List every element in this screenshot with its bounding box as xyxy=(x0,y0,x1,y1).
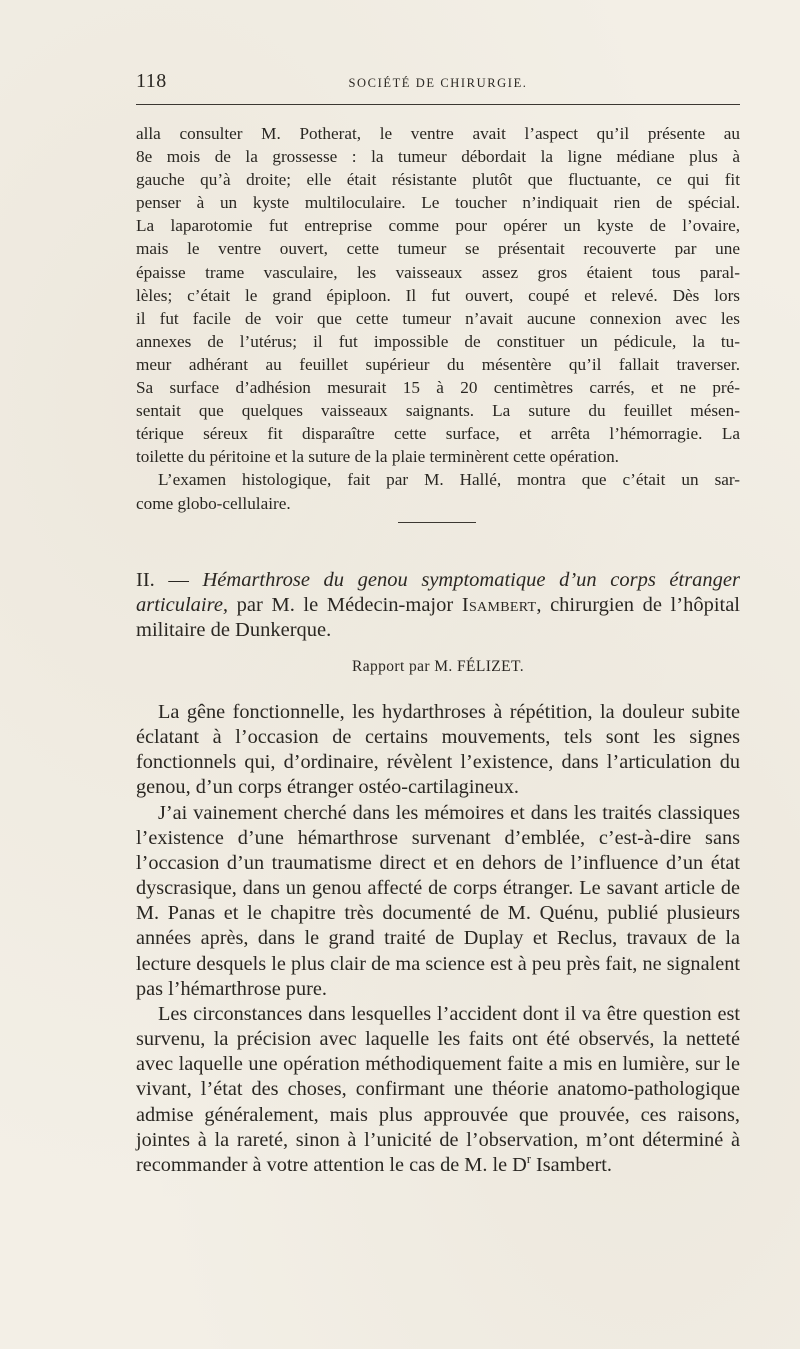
previous-case-line: La laparotomie fut entreprise comme pour opérer un kyste de l’ovaire, xyxy=(136,216,740,236)
section-title-line-3: l’hôpital militaire de Dunkerque. xyxy=(136,594,741,641)
report-byline: Rapport par M. FÉLIZET. xyxy=(351,658,525,675)
author-name: Isambert xyxy=(461,594,537,616)
previous-case-line: alla consulter M. Potherat, le ventre avait l’aspect qu’il présente au xyxy=(136,124,740,143)
previous-case-line: 8e mois de la grossesse : la tumeur débordait la ligne médiane plus à xyxy=(136,147,740,167)
previous-case-line: annexes de l’utérus; il fut impossible de constituer un pédicule, la tu- xyxy=(136,331,740,351)
previous-case-line: lèles; c’était le grand épiploon. Il fut ouvert, coupé et relevé. Dès lors xyxy=(136,285,740,305)
body-paragraph-2: J’ai vainement cherché dans les mémoires et dans les traités classiques l’existence d’une hémarthrose survenant d’emblée, c’est-à-dire sans l’occasion d’un traumatisme direct et en dehors de l’influence d’un état dyscrasique, dans un genou affecté de corps étranger. Le savant article de M. Panas et le chapitre très documenté de M. Quénu, publié plusieurs années après, dans le grand traité de Duplay et Reclus, travaux de la lecture desquels le plus clair de ma science est à peu près fait, ne signalent pas l’hémarthrose pure. xyxy=(136,801,740,1000)
previous-case-line: penser à un kyste multiloculaire. Le toucher n’indiquait rien de spécial. xyxy=(136,193,740,213)
running-head: SOCIÉTÉ DE CHIRURGIE. xyxy=(348,76,528,90)
previous-case-line: sentait que quelques vaisseaux saignants. La suture du feuillet mésen- xyxy=(136,401,740,421)
page-number: 118 xyxy=(136,70,167,92)
section-title-italic-1: Hémarthrose du genou symptomatique d’un corps étranger xyxy=(202,569,741,591)
section-numeral: II. — xyxy=(136,569,189,591)
body-paragraph-1: La gêne fonctionnelle, les hydarthroses à répétition, la douleur subite éclatant à l’occasion de certains mouvements, tels sont les signes fonctionnels qui, d’ordinaire, révèlent l’existence, dans l’articulation du genou, d’un corps étranger ostéo-cartilagineux. xyxy=(136,701,740,799)
body-paragraph-3 xyxy=(136,1002,740,1178)
histology-paragraph xyxy=(136,468,740,514)
report-body xyxy=(136,700,740,1178)
previous-case-text xyxy=(136,122,740,515)
previous-case-line: Sa surface d’adhésion mesurait 15 à 20 centimètres carrés, et ne pré- xyxy=(136,378,740,398)
author-prefix: par M. le Médecin-major xyxy=(228,594,462,616)
previous-case-line: épaisse trame vasculaire, les vaisseaux assez gros étaient tous paral- xyxy=(136,262,740,282)
body-paragraph-3-end: Isambert. xyxy=(530,1153,612,1176)
section-title xyxy=(136,568,740,643)
previous-case-paragraph xyxy=(136,122,740,468)
section-separator xyxy=(398,522,476,523)
previous-case-line: toilette du péritoine et la suture de la plaie terminèrent cette opération. xyxy=(136,447,619,467)
body-paragraph-3-text: Les circonstances dans lesquelles l’accident dont il va être question est survenu, la précision avec laquelle les faits ont été observés, la netteté avec laquelle une opération méthodiquement faite a mis en lumière, sur le vivant, l’état des choses, confirmant une théorie anatomo-pathologique admise généralement, mais plus approuvée que prouvée, ces raisons, jointes à la rareté, sinon à l’unicité de l’observation, m’ont déterminé à recommander à votre attention le cas de M. le D xyxy=(136,1002,740,1176)
previous-case-line: gauche qu’à droite; elle était résistante plutôt que fluctuante, ce qui fit xyxy=(136,170,740,190)
previous-case-line: mais le ventre ouvert, cette tumeur se présentait recouverte par une xyxy=(136,239,740,259)
header-rule xyxy=(136,104,740,105)
page-header xyxy=(136,70,740,100)
previous-case-line: meur adhérant au feuillet supérieur du mésentère qu’il fallait traverser. xyxy=(136,354,740,374)
superscript-r: r xyxy=(526,1152,531,1167)
previous-case-line: il fut facile de voir que cette tumeur n’avait aucune connexion avec les xyxy=(136,308,740,328)
previous-case-line: térique séreux fit disparaître cette surface, et arrêta l’hémorragie. La xyxy=(136,424,740,444)
author-suffix: , chirurgien de xyxy=(536,594,662,616)
section-title-italic-2: articulaire, xyxy=(136,594,229,616)
histology-line: L’examen histologique, fait par M. Hallé, montra que c’était un sar- xyxy=(158,470,740,490)
histology-line: come globo-cellulaire. xyxy=(136,493,291,513)
